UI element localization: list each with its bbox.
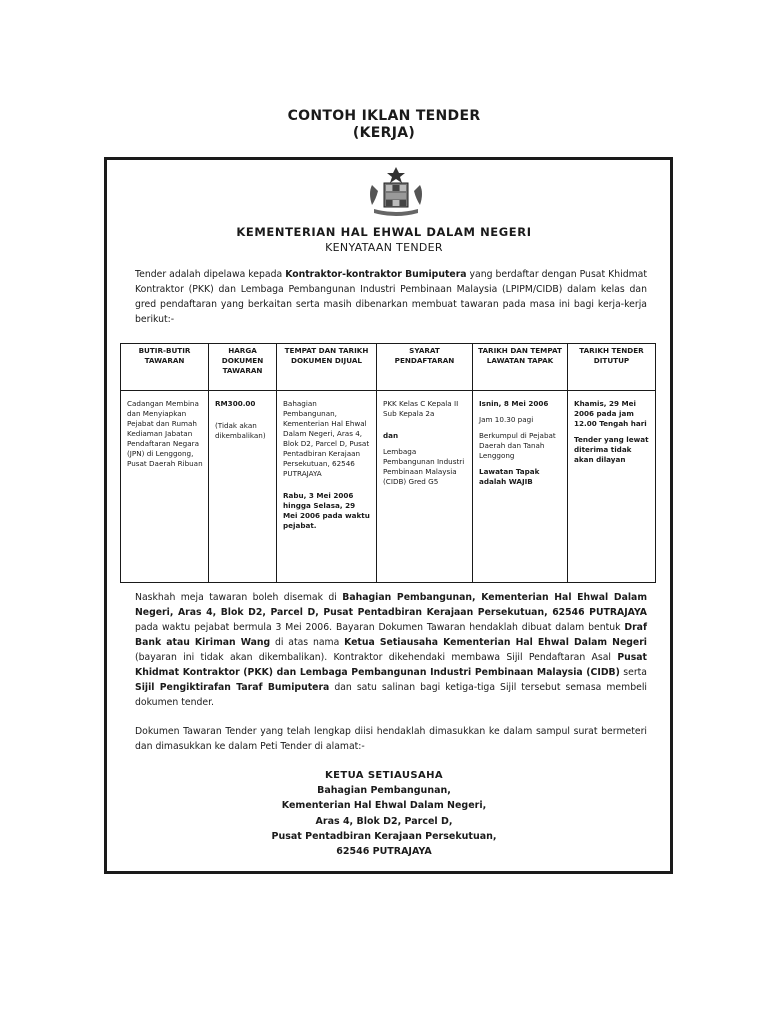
address-line: 62546 PUTRAJAYA <box>336 846 432 858</box>
cell-butir: Cadangan Membina dan Menyiapkan Pejabat dan Rumah Kediaman Jabatan Pendaftaran Negara (JPN) di Lenggong, Pusat Daerah Ribuan <box>121 391 209 583</box>
address-line: Aras 4, Blok D2, Parcel D, <box>315 815 453 827</box>
cell-harga: RM300.00 (Tidak akan dikembalikan) <box>209 391 277 583</box>
header-syarat: SYARAT PENDAFTARAN <box>377 344 473 391</box>
table-header-row <box>121 344 656 391</box>
header-butir: BUTIR-BUTIR TAWARAN <box>121 344 209 391</box>
document-title: CONTOH IKLAN TENDER <box>287 108 481 124</box>
table-row <box>121 391 656 583</box>
address-line: Kementerian Hal Ehwal Dalam Negeri, <box>281 800 487 812</box>
header-ditutup: TARIKH TENDER DITUTUP <box>568 344 656 391</box>
ministry-name: KEMENTERIAN HAL EHWAL DALAM NEGERI <box>236 225 532 239</box>
cell-tempat: Bahagian Pembangunan, Kementerian Hal Ehwal Dalam Negeri, Aras 4, Blok D2, Parcel D, Pusat Pentadbiran Kerajaan Persekutuan, 62546 PUTRAJAYA Rabu, 3 Mei 2006 hingga Selasa, 29 Mei 2006 pada waktu pejabat. <box>277 391 377 583</box>
header-tempat: TEMPAT DAN TARIKH DOKUMEN DIJUAL <box>277 344 377 391</box>
cell-ditutup: Khamis, 29 Mei 2006 pada jam 12.00 Tengah hari Tender yang lewat diterima tidak akan dilayan <box>568 391 656 583</box>
tender-table <box>120 343 656 583</box>
address-block <box>0 768 768 859</box>
header-harga: HARGA DOKUMEN TAWARAN <box>209 344 277 391</box>
notice-subtitle: KENYATAAN TENDER <box>325 241 443 254</box>
address-heading: KETUA SETIAUSAHA <box>324 770 443 781</box>
instructions-paragraph: Naskhah meja tawaran boleh disemak di Bahagian Pembangunan, Kementerian Hal Ehwal Dalam Negeri, Aras 4, Blok D2, Parcel D, Pusat Pentadbiran Kerajaan Persekutuan, 62546 PUTRAJAYA pada waktu pejabat bermula 3 Mei 2006. Bayaran Dokumen Tawaran hendaklah dibuat dalam bentuk Draf Bank atau Kiriman Wang di atas nama Ketua Setiausaha Kementerian Hal Ehwal Dalam Negeri (bayaran ini tidak akan dikembalikan). Kontraktor dikehendaki membawa Sijil Pendaftaran Asal Pusat Khidmat Kontraktor (PKK) dan Lembaga Pembangunan Industri Pembinaan Malaysia (CIDB) serta Sijil Pengiktirafan Taraf Bumiputera dan satu salinan bagi ketiga-tiga Sijil tersebut semasa membeli dokumen tender. <box>135 592 648 708</box>
document-subtitle: (KERJA) <box>352 125 416 141</box>
header-lawatan: TARIKH DAN TEMPAT LAWATAN TAPAK <box>473 344 568 391</box>
submission-paragraph: Dokumen Tawaran Tender yang telah lengkap diisi hendaklah dimasukkan ke dalam sampul surat bermeteri dan dimasukkan ke dalam Peti Tender di alamat:- <box>135 726 647 752</box>
cell-syarat: PKK Kelas C Kepala II Sub Kepala 2a dan Lembaga Pembangunan Industri Pembinaan Malaysia (CIDB) Gred G5 <box>377 391 473 583</box>
address-line: Bahagian Pembangunan, <box>317 785 451 797</box>
address-line: Pusat Pentadbiran Kerajaan Persekutuan, <box>271 830 497 842</box>
cell-lawatan: Isnin, 8 Mei 2006 Jam 10.30 pagi Berkumpul di Pejabat Daerah dan Tanah Lenggong Lawatan Tapak adalah WAJIB <box>473 391 568 583</box>
malaysia-coat-of-arms-icon <box>364 165 428 217</box>
intro-paragraph: Tender adalah dipelawa kepada Kontraktor-kontraktor Bumiputera yang berdaftar dengan Pusat Khidmat Kontraktor (PKK) dan Lembaga Pembangunan Industri Pembinaan Malaysia (LPIPM/CIDB) dalam kelas dan gred pendaftaran yang berkaitan serta masih dibenarkan membuat tawaran pada masa ini bagi kerja-kerja berikut:- <box>135 269 647 325</box>
